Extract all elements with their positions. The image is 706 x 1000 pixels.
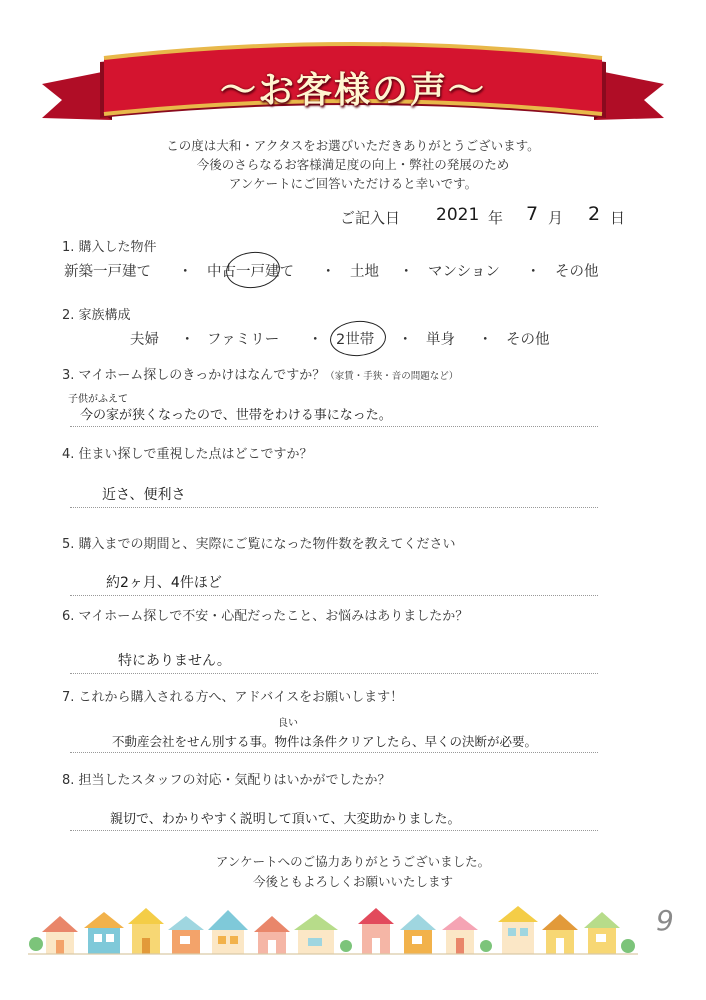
closing-line: 今後ともよろしくお願いいたします <box>252 874 453 889</box>
date-year-unit: 年 <box>488 209 504 227</box>
house-illustration <box>128 908 164 954</box>
house-illustration <box>168 916 204 954</box>
q6-answer-line <box>70 673 598 674</box>
q1-option: マンション <box>428 264 500 280</box>
date-month: 7 <box>526 203 539 225</box>
house-illustration <box>84 912 124 954</box>
page-number: 9 <box>656 904 674 937</box>
q1-separator: ・ <box>526 264 541 280</box>
house-illustration <box>400 914 436 954</box>
q7-question: 7. これから購入される方へ、アドバイスをお願いします！ <box>62 690 404 705</box>
date-year: 2021 <box>436 205 480 225</box>
banner-title: 〜お客様の声〜 <box>219 70 486 111</box>
q2-option: その他 <box>506 332 550 348</box>
intro-line: アンケートにご回答いただけると幸いです。 <box>228 176 478 191</box>
tree-illustration <box>340 940 352 952</box>
entry-date-row <box>0 205 706 229</box>
house-illustration <box>542 914 578 954</box>
q6-question: 6. マイホーム探しで不安・心配だったこと、お悩みはありましたか？ <box>62 609 469 624</box>
q2-separator: ・ <box>398 332 413 348</box>
date-month-unit: 月 <box>548 209 564 227</box>
tree-illustration <box>621 939 635 953</box>
q3-question-row <box>62 364 458 383</box>
q7-answer-line <box>70 752 598 753</box>
tree-illustration <box>480 940 492 952</box>
intro-line: この度は大和・アクタスをお選びいただきありがとうございます。 <box>166 138 540 153</box>
intro-line: 今後のさらなるお客様満足度の向上・弊社の発展のため <box>196 157 510 172</box>
q2-separator: ・ <box>478 332 493 348</box>
tree-illustration <box>29 937 43 951</box>
closing-line: アンケートへのご協力ありがとうございました。 <box>215 854 491 869</box>
q1-separator: ・ <box>399 264 414 280</box>
q1-question: 1. 購入した物件 <box>62 240 157 255</box>
closing-text <box>0 852 706 892</box>
q4-question: 4. 住まい探しで重視した点はどこですか？ <box>62 447 313 462</box>
q2-option: 単身 <box>426 332 455 348</box>
q6-answer: 特にありません。 <box>118 653 231 669</box>
q5-answer: 約2ヶ月、4件ほど <box>106 575 222 591</box>
q7-answer: 不動産会社をせん別する事。物件は条件クリアしたら、早くの決断が必要。 <box>112 734 538 749</box>
q2-separator: ・ <box>180 332 195 348</box>
house-illustration <box>208 910 248 954</box>
q2-selection-circle <box>329 319 387 358</box>
q7-answer-insert: 良い <box>278 718 298 729</box>
q2-question: 2. 家族構成 <box>62 308 131 323</box>
q3-question: 3. マイホーム探しのきっかけはなんですか？ <box>62 368 326 383</box>
house-illustration <box>294 914 338 954</box>
house-illustration <box>358 908 394 954</box>
q1-separator: ・ <box>178 264 193 280</box>
q2-option: ファミリー <box>207 332 280 348</box>
q2-option: 夫婦 <box>130 332 159 348</box>
q1-separator: ・ <box>321 264 336 280</box>
q2-separator: ・ <box>308 332 323 348</box>
q1-options <box>0 260 706 282</box>
house-illustration <box>498 906 538 954</box>
q3-answer-insert: 子供がふえて <box>68 394 128 405</box>
q5-answer-line <box>70 595 598 596</box>
house-illustration <box>442 916 478 954</box>
q8-answer: 親切で、わかりやすく説明して頂いて、大変助かりました。 <box>110 812 461 827</box>
date-day: 2 <box>588 203 601 225</box>
house-illustration <box>254 916 290 954</box>
q1-option: 新築一戸建て <box>64 264 151 280</box>
q1-option-selected: 中古一戸建て <box>207 264 294 280</box>
date-label: ご記入日 <box>340 209 401 227</box>
date-day-unit: 日 <box>610 209 626 227</box>
houses-illustration <box>28 900 648 960</box>
q3-answer-line <box>70 426 598 427</box>
house-illustration <box>584 912 620 954</box>
q4-answer: 近さ、便利さ <box>102 487 186 503</box>
q4-answer-line <box>70 507 598 508</box>
q3-note: （家賃・手狭・音の問題など） <box>325 371 459 382</box>
q1-option: 土地 <box>350 264 379 280</box>
q1-option: その他 <box>555 264 599 280</box>
q3-answer: 今の家が狭くなったので、世帯をわける事になった。 <box>80 408 392 423</box>
house-illustration <box>42 916 78 954</box>
q5-question: 5. 購入までの期間と、実際にご覧になった物件数を教えてください <box>62 537 456 552</box>
q2-option-selected: 2世帯 <box>336 332 375 348</box>
q8-question: 8. 担当したスタッフの対応・気配りはいかがでしたか？ <box>62 773 391 788</box>
q8-answer-line <box>70 830 598 831</box>
q1-selection-circle <box>224 249 281 290</box>
intro-text <box>0 136 706 193</box>
